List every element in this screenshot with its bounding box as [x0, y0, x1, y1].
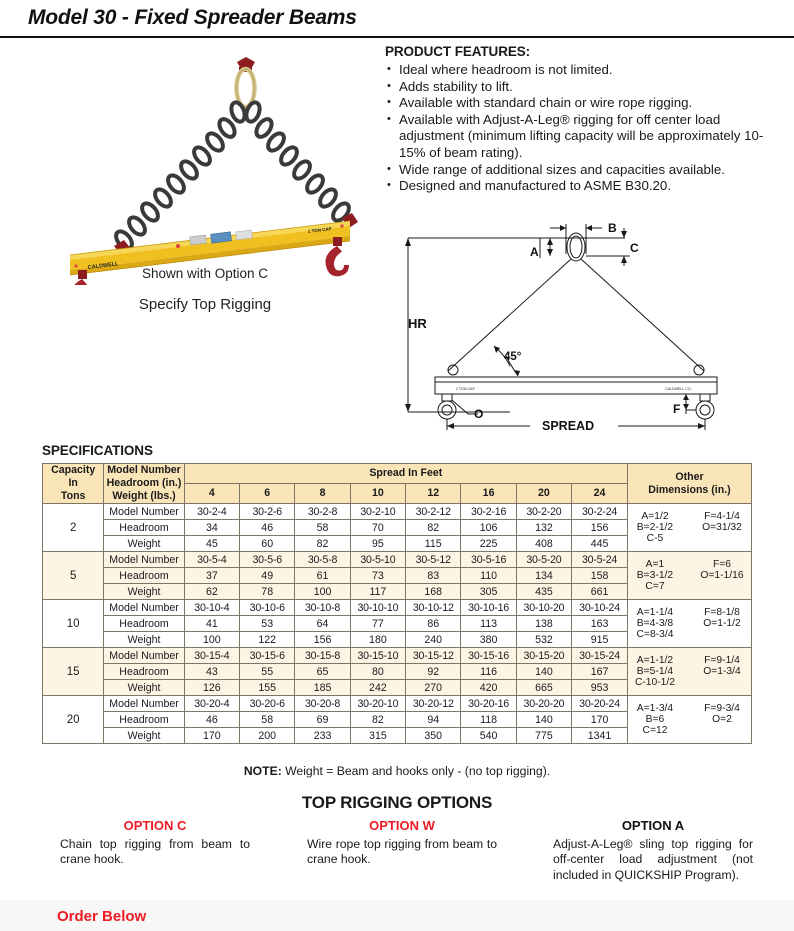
cell-weight: 445	[572, 536, 628, 552]
features-list	[385, 62, 785, 195]
technical-diagram	[390, 214, 790, 436]
cell-model: 30-2-24	[572, 504, 628, 520]
cell-weight: 270	[406, 680, 461, 696]
cell-headroom: 86	[406, 616, 461, 632]
cell-weight: 168	[406, 584, 461, 600]
other-dim: A=1-3/4	[636, 703, 674, 714]
cell-weight: 95	[350, 536, 405, 552]
note-text: Weight = Beam and hooks only - (no top rigging).	[281, 764, 551, 778]
other-dim: A=1-1/4	[636, 607, 674, 618]
cell-model: 30-2-6	[240, 504, 295, 520]
cell-headroom: 138	[516, 616, 571, 632]
cell-model: 30-2-8	[295, 504, 350, 520]
table-row	[43, 600, 752, 616]
row-label-weight: Weight	[104, 680, 184, 696]
row-label-model: Model Number	[104, 552, 184, 568]
cell-weight: 78	[240, 584, 295, 600]
chain-left	[113, 101, 247, 252]
cell-model: 30-20-4	[184, 696, 239, 712]
option-w	[307, 818, 497, 868]
cell-model: 30-10-8	[295, 600, 350, 616]
cell-headroom: 113	[461, 616, 516, 632]
header-spread-6: 6	[240, 484, 295, 504]
cell-weight: 122	[240, 632, 295, 648]
cell-weight: 117	[350, 584, 405, 600]
header-spread-4: 4	[184, 484, 239, 504]
cell-model: 30-10-4	[184, 600, 239, 616]
cell-headroom: 170	[572, 712, 628, 728]
row-label-weight: Weight	[104, 632, 184, 648]
header-rowtype-weight: Weight (lbs.)	[112, 490, 176, 502]
title-divider	[0, 36, 794, 38]
cell-headroom: 163	[572, 616, 628, 632]
cell-headroom: 69	[295, 712, 350, 728]
cell-model: 30-10-10	[350, 600, 405, 616]
other-dim: O=31/32	[702, 522, 742, 533]
row-label-headroom: Headroom	[104, 568, 184, 584]
other-dim: B=5-1/4	[636, 666, 674, 677]
master-link-icon	[237, 57, 256, 107]
diagram-label-angle: 45°	[504, 351, 522, 363]
header-spread-12: 12	[406, 484, 461, 504]
beam-cap-label: 1 TON CAP	[307, 226, 332, 234]
feature-item: • Adds stability to lift.	[385, 79, 785, 96]
product-features	[385, 44, 785, 195]
header-spread-group: Spread In Feet	[184, 464, 627, 484]
row-label-weight: Weight	[104, 584, 184, 600]
header-capacity	[43, 464, 104, 504]
other-dim	[693, 581, 751, 592]
other-dim: C=8-3/4	[636, 629, 674, 640]
cell-weight: 185	[295, 680, 350, 696]
cell-headroom: 49	[240, 568, 295, 584]
cell-headroom: 34	[184, 520, 239, 536]
other-dimensions-cell	[627, 648, 751, 696]
cell-weight: 242	[350, 680, 405, 696]
cell-headroom: 140	[516, 712, 571, 728]
cell-weight: 82	[295, 536, 350, 552]
table-header-row-1	[43, 464, 752, 484]
cell-headroom: 82	[406, 520, 461, 536]
cell-headroom: 46	[184, 712, 239, 728]
other-dim: A=1-1/2	[636, 655, 674, 666]
cell-model: 30-20-20	[516, 696, 571, 712]
cell-weight: 532	[516, 632, 571, 648]
header-capacity-line1: Capacity	[51, 464, 96, 476]
cell-model: 30-2-10	[350, 504, 405, 520]
cell-model: 30-20-6	[240, 696, 295, 712]
other-dim	[693, 725, 751, 736]
diagram-label-b: B	[608, 221, 617, 235]
row-label-headroom: Headroom	[104, 520, 184, 536]
row-label-model: Model Number	[104, 648, 184, 664]
cell-weight: 100	[295, 584, 350, 600]
cell-headroom: 80	[350, 664, 405, 680]
option-c	[60, 818, 250, 868]
other-dim: B=2-1/2	[636, 522, 674, 533]
cell-model: 30-2-12	[406, 504, 461, 520]
cell-model: 30-15-12	[406, 648, 461, 664]
cell-headroom: 140	[516, 664, 571, 680]
row-label-headroom: Headroom	[104, 616, 184, 632]
feature-item: • Available with standard chain or wire rope rigging.	[385, 95, 785, 112]
cell-weight: 775	[516, 728, 571, 744]
page-title: Model 30 - Fixed Spreader Beams	[28, 6, 357, 29]
header-rowtype-model: Model Number	[107, 464, 181, 476]
cell-headroom: 46	[240, 520, 295, 536]
capacity-cell: 2	[43, 504, 104, 552]
cell-weight: 233	[295, 728, 350, 744]
feature-item: • Available with Adjust-A-Leg® rigging for off center load adjustment (minimum lifting capacity will be approximately 10-15% of beam rating).	[385, 112, 785, 162]
cell-headroom: 73	[350, 568, 405, 584]
diagram-label-f: F	[673, 402, 681, 416]
other-dim: B=6	[645, 714, 665, 725]
cell-model: 30-5-4	[184, 552, 239, 568]
header-rowtype-headroom: Headroom (in.)	[106, 477, 182, 489]
photo-caption-specify: Specify Top Rigging	[138, 296, 272, 313]
table-row	[43, 504, 752, 520]
cell-model: 30-15-20	[516, 648, 571, 664]
cell-model: 30-5-16	[461, 552, 516, 568]
other-dim: A=1/2	[641, 511, 669, 522]
table-row	[43, 696, 752, 712]
row-label-headroom: Headroom	[104, 664, 184, 680]
header-capacity-line2: In	[68, 477, 78, 489]
specifications-heading: SPECIFICATIONS	[42, 443, 153, 458]
cell-model: 30-2-20	[516, 504, 571, 520]
cell-weight: 380	[461, 632, 516, 648]
cell-headroom: 82	[350, 712, 405, 728]
cell-weight: 661	[572, 584, 628, 600]
cell-headroom: 158	[572, 568, 628, 584]
cell-headroom: 106	[461, 520, 516, 536]
cell-headroom: 37	[184, 568, 239, 584]
capacity-cell: 10	[43, 600, 104, 648]
other-dim: C-5	[646, 533, 664, 544]
cell-weight: 200	[240, 728, 295, 744]
cell-weight: 240	[406, 632, 461, 648]
option-w-heading: OPTION W	[369, 818, 435, 833]
header-spread-10: 10	[350, 484, 405, 504]
header-capacity-line3: Tons	[60, 490, 86, 502]
other-dim: F=9-3/4	[704, 703, 740, 714]
other-dim: C-10-1/2	[634, 677, 675, 688]
cell-model: 30-15-4	[184, 648, 239, 664]
cell-headroom: 94	[406, 712, 461, 728]
other-dim: F=6	[712, 559, 732, 570]
cell-model: 30-20-24	[572, 696, 628, 712]
cell-weight: 115	[406, 536, 461, 552]
cell-weight: 156	[295, 632, 350, 648]
other-dim: O=1-1/16	[700, 570, 744, 581]
option-c-heading: OPTION C	[123, 818, 187, 833]
cell-model: 30-5-8	[295, 552, 350, 568]
cell-headroom: 43	[184, 664, 239, 680]
cell-headroom: 132	[516, 520, 571, 536]
header-spread-8: 8	[295, 484, 350, 504]
chain-right	[244, 101, 352, 224]
note-label: NOTE:	[243, 764, 282, 778]
diagram-label-a: A	[530, 245, 539, 259]
capacity-cell: 15	[43, 648, 104, 696]
cell-model: 30-10-20	[516, 600, 571, 616]
cell-model: 30-20-12	[406, 696, 461, 712]
cell-weight: 45	[184, 536, 239, 552]
cell-headroom: 70	[350, 520, 405, 536]
diagram-beam-right-label: CALDWELL CO.	[665, 387, 692, 391]
cell-headroom: 58	[240, 712, 295, 728]
option-w-body: Wire rope top rigging from beam to crane hook.	[307, 836, 497, 866]
top-rigging-options-heading: TOP RIGGING OPTIONS	[301, 793, 493, 812]
cell-headroom: 55	[240, 664, 295, 680]
cell-headroom: 156	[572, 520, 628, 536]
header-other-line2: Dimensions (in.)	[648, 483, 731, 496]
cell-weight: 180	[350, 632, 405, 648]
other-dim: O=1-3/4	[703, 666, 741, 677]
cell-headroom: 134	[516, 568, 571, 584]
beam-brand-label: CALDWELL	[87, 261, 119, 271]
cell-model: 30-5-20	[516, 552, 571, 568]
cell-model: 30-20-10	[350, 696, 405, 712]
diagram-beam-left-label: 2 TON CAP	[456, 387, 475, 391]
cell-model: 30-10-6	[240, 600, 295, 616]
other-dim: F=4-1/4	[704, 511, 740, 522]
cell-weight: 915	[572, 632, 628, 648]
cell-weight: 665	[516, 680, 571, 696]
cell-headroom: 65	[295, 664, 350, 680]
cell-weight: 170	[184, 728, 239, 744]
cell-model: 30-5-12	[406, 552, 461, 568]
cell-headroom: 41	[184, 616, 239, 632]
cell-model: 30-2-4	[184, 504, 239, 520]
cell-model: 30-15-24	[572, 648, 628, 664]
other-dimensions-cell	[627, 504, 751, 552]
cell-headroom: 77	[350, 616, 405, 632]
header-rowtypes	[104, 464, 184, 504]
other-dim: O=2	[712, 714, 732, 725]
cell-headroom: 58	[295, 520, 350, 536]
diagram-label-spread: SPREAD	[542, 419, 595, 433]
header-spread-24: 24	[572, 484, 628, 504]
other-dim: F=8-1/8	[704, 607, 740, 618]
row-label-headroom: Headroom	[104, 712, 184, 728]
option-a-body: Adjust-A-Leg® sling top rigging for off-center load adjustment (not included in QUICKSHIP Program).	[553, 836, 753, 882]
other-dim: C=7	[645, 581, 665, 592]
cell-headroom: 83	[406, 568, 461, 584]
other-dim: C=12	[642, 725, 668, 736]
cell-weight: 305	[461, 584, 516, 600]
cell-model: 30-10-12	[406, 600, 461, 616]
other-dimensions-cell	[627, 552, 751, 600]
cell-model: 30-15-16	[461, 648, 516, 664]
cell-model: 30-10-16	[461, 600, 516, 616]
cell-weight: 953	[572, 680, 628, 696]
diagram-label-c: C	[630, 241, 639, 255]
cell-model: 30-10-24	[572, 600, 628, 616]
features-heading: PRODUCT FEATURES:	[385, 44, 531, 59]
cell-model: 30-15-6	[240, 648, 295, 664]
row-label-model: Model Number	[104, 696, 184, 712]
feature-item: • Ideal where headroom is not limited.	[385, 62, 785, 79]
specifications-table	[42, 463, 752, 744]
cell-model: 30-2-16	[461, 504, 516, 520]
other-dim: F=9-1/4	[704, 655, 740, 666]
cell-weight: 420	[461, 680, 516, 696]
table-note	[42, 764, 752, 778]
cell-headroom: 118	[461, 712, 516, 728]
other-dimensions-cell	[627, 600, 751, 648]
diagram-label-hr: HR	[408, 316, 427, 331]
cell-weight: 350	[406, 728, 461, 744]
header-spread-16: 16	[461, 484, 516, 504]
cell-weight: 408	[516, 536, 571, 552]
cell-model: 30-15-8	[295, 648, 350, 664]
cell-model: 30-5-10	[350, 552, 405, 568]
photo-caption-option: Shown with Option C	[141, 266, 269, 281]
other-dimensions-cell	[627, 696, 751, 744]
header-spread-20: 20	[516, 484, 571, 504]
cell-weight: 225	[461, 536, 516, 552]
diagram-label-o: O	[474, 407, 484, 421]
feature-item: • Designed and manufactured to ASME B30.20.	[385, 178, 785, 195]
cell-model: 30-20-16	[461, 696, 516, 712]
cell-model: 30-5-24	[572, 552, 628, 568]
other-dim	[693, 533, 751, 544]
capacity-cell: 20	[43, 696, 104, 744]
cell-headroom: 116	[461, 664, 516, 680]
option-a-heading: OPTION A	[621, 818, 685, 833]
order-below-link[interactable]: Order Below	[57, 908, 147, 925]
row-label-model: Model Number	[104, 600, 184, 616]
header-other-dimensions	[627, 464, 751, 504]
cell-weight: 315	[350, 728, 405, 744]
other-dim: A=1	[645, 559, 665, 570]
cell-model: 30-5-6	[240, 552, 295, 568]
cell-headroom: 110	[461, 568, 516, 584]
cell-weight: 100	[184, 632, 239, 648]
cell-headroom: 167	[572, 664, 628, 680]
row-label-model: Model Number	[104, 504, 184, 520]
other-dim	[693, 677, 751, 688]
row-label-weight: Weight	[104, 536, 184, 552]
option-a	[553, 818, 753, 883]
cell-weight: 126	[184, 680, 239, 696]
cell-headroom: 61	[295, 568, 350, 584]
cell-weight: 62	[184, 584, 239, 600]
cell-model: 30-15-10	[350, 648, 405, 664]
other-dim: O=1-1/2	[703, 618, 741, 629]
table-row	[43, 552, 752, 568]
product-photo	[30, 40, 380, 285]
cell-headroom: 53	[240, 616, 295, 632]
option-c-body: Chain top rigging from beam to crane hook.	[60, 836, 250, 866]
other-dim: B=4-3/8	[636, 618, 674, 629]
cell-weight: 435	[516, 584, 571, 600]
cell-weight: 60	[240, 536, 295, 552]
cell-model: 30-20-8	[295, 696, 350, 712]
header-other-line1: Other	[675, 470, 704, 483]
cell-weight: 540	[461, 728, 516, 744]
row-label-weight: Weight	[104, 728, 184, 744]
other-dim	[693, 629, 751, 640]
feature-item: • Wide range of additional sizes and capacities available.	[385, 162, 785, 179]
cell-headroom: 64	[295, 616, 350, 632]
table-row	[43, 648, 752, 664]
other-dim: B=3-1/2	[636, 570, 674, 581]
cell-headroom: 92	[406, 664, 461, 680]
cell-weight: 155	[240, 680, 295, 696]
capacity-cell: 5	[43, 552, 104, 600]
cell-weight: 1341	[572, 728, 628, 744]
